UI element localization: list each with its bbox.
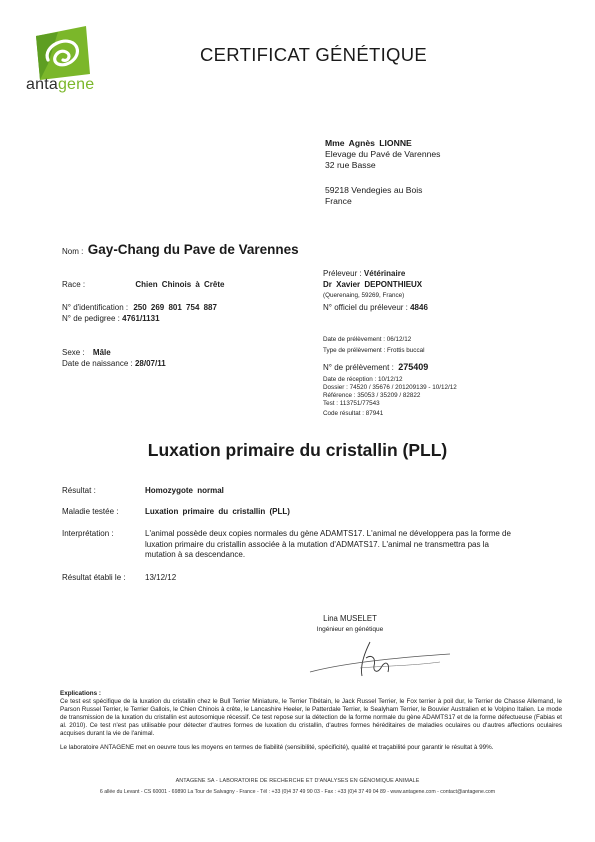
sample-date: Date de prélèvement : 06/12/12	[323, 336, 412, 343]
owner-kennel: Elevage du Pavé de Varennes	[325, 149, 441, 159]
sample-number-value: 275409	[398, 362, 429, 372]
disease-label: Maladie testée :	[62, 507, 119, 516]
sampler-official-row	[323, 303, 428, 312]
dog-name: Gay-Chang du Pave de Varennes	[87, 242, 299, 257]
footer-company: ANTAGENE SA - LABORATOIRE DE RECHERCHE ET D'ANALYSES EN GÉNOMIQUE ANIMALE	[175, 778, 420, 784]
explanations	[60, 690, 562, 752]
owner-address	[325, 138, 440, 207]
sampler-row	[323, 269, 405, 278]
sex-value: Mâle	[92, 348, 111, 357]
official-value: 4846	[410, 303, 428, 312]
birth-label: Date de naissance :	[62, 359, 133, 368]
sample-number-label: N° de prélèvement :	[323, 363, 394, 372]
disease-value: Luxation primaire du cristallin (PLL)	[145, 507, 290, 516]
owner-city: 59218 Vendegies au Bois	[325, 185, 423, 195]
birth-value: 28/07/11	[134, 359, 166, 368]
sample-number-row	[323, 357, 428, 375]
sampler-name: Dr Xavier DEPONTHIEUX	[323, 280, 423, 289]
owner-name: Mme Agnès LIONNE	[325, 138, 412, 148]
reference: Référence : 35053 / 35209 / 82822	[323, 392, 421, 399]
interpretation-label: Interprétation :	[62, 529, 114, 538]
dossier: Dossier : 74520 / 35676 / 201209139 - 10/12/12	[323, 384, 457, 391]
id-row	[62, 303, 217, 312]
sampler-location: (Querenaing, 59269, France)	[323, 292, 405, 299]
interpretation-text: L'animal possède deux copies normales du gène ADAMTS17. L'animal ne développera pas la forme de luxation primaire du cristallin associée à la mutation d'ADMATS17. L'animal ne transmettra pas la mutation à sa descendance.	[145, 529, 511, 559]
id-value: 250 269 801 754 887	[133, 303, 217, 312]
result-value: Homozygote normal	[145, 486, 224, 495]
owner-country: France	[325, 196, 352, 206]
pedigree-value: 4761/1131	[122, 314, 160, 323]
sampler-role: Vétérinaire	[363, 269, 406, 278]
id-label: N° d'identification :	[62, 303, 129, 312]
explanations-title: Explications :	[60, 690, 101, 697]
pedigree-row	[62, 314, 160, 323]
explanations-paragraph-2: Le laboratoire ANTAGENE met en oeuvre tous les moyens en termes de fiabilité (sensibilité, spécificité), qualité et traçabilité pour garantir le résultat à 99%.	[60, 744, 494, 752]
result-date-label: Résultat établi le :	[62, 573, 126, 582]
sex-label: Sexe :	[62, 348, 85, 357]
birth-row	[62, 359, 166, 368]
signatory-role: Ingénieur en génétique	[316, 626, 384, 633]
sample-type: Type de prélèvement : Frottis buccal	[323, 347, 425, 354]
result-label: Résultat :	[62, 486, 96, 495]
breed-label: Race :	[62, 280, 86, 289]
footer-contact: 6 allée du Levant - CS 60001 - 69890 La Tour de Salvagny - France - Tél : +33 (0)4 37 49 90 03 - Fax : +33 (0)4 37 49 04 89 - www.antagene.com - contact@antagene.com	[99, 789, 496, 795]
official-label: N° officiel du préleveur :	[323, 303, 408, 312]
explanations-paragraph-1: Ce test est spécifique de la luxation du cristallin chez le Bull Terrier Miniature, le Terrier Tibétain, le Jack Russel Terrier, le Fox terrier à poil dur, le Terrier de Chasse Allemand, le Parson Russel Terrier, le Terrier Gallois, le Chien Chinois à crête, le Lancashire Heeler, le Patterdale Terrier, le Sealyham Terrier, le Bouvier Australien et le Volpino Italien. Le mode de transmission de la luxation du cristallin est autosomique récessif. Ce test repose sur la détection de la forme normale du gène ADAMTS17 et de la forme défectueuse (Fabias et al. 2010). Ce test n'est pas utilisable pour détecter d'autres formes de luxation du cristallin, d'autres formes héréditaires de maladies oculaires ou d'autres affections oculaires acquises durant la vie de l'animal.	[60, 697, 562, 737]
signatory-name: Lina MUSELET	[323, 614, 377, 623]
test-id: Test : 113751/77543	[323, 400, 380, 407]
sampler-label: Préleveur :	[323, 269, 362, 278]
certificate-title: CERTIFICAT GÉNÉTIQUE	[200, 44, 427, 65]
pedigree-label: N° de pedigree :	[62, 314, 120, 323]
result-date-value: 13/12/12	[145, 573, 177, 582]
brand-wordmark: antagene	[26, 76, 95, 93]
result-code: Code résultat : 87941	[323, 410, 384, 417]
breed-row	[62, 280, 224, 289]
sex-row	[62, 348, 111, 357]
breed-value: Chien Chinois à Crête	[135, 280, 225, 289]
owner-street: 32 rue Basse	[325, 160, 376, 170]
dog-name-row	[62, 241, 299, 259]
reception-date: Date de réception : 10/12/12	[323, 376, 403, 383]
test-title: Luxation primaire du cristallin (PLL)	[147, 440, 448, 460]
dog-name-label: Nom :	[62, 247, 84, 256]
signature	[300, 636, 460, 680]
